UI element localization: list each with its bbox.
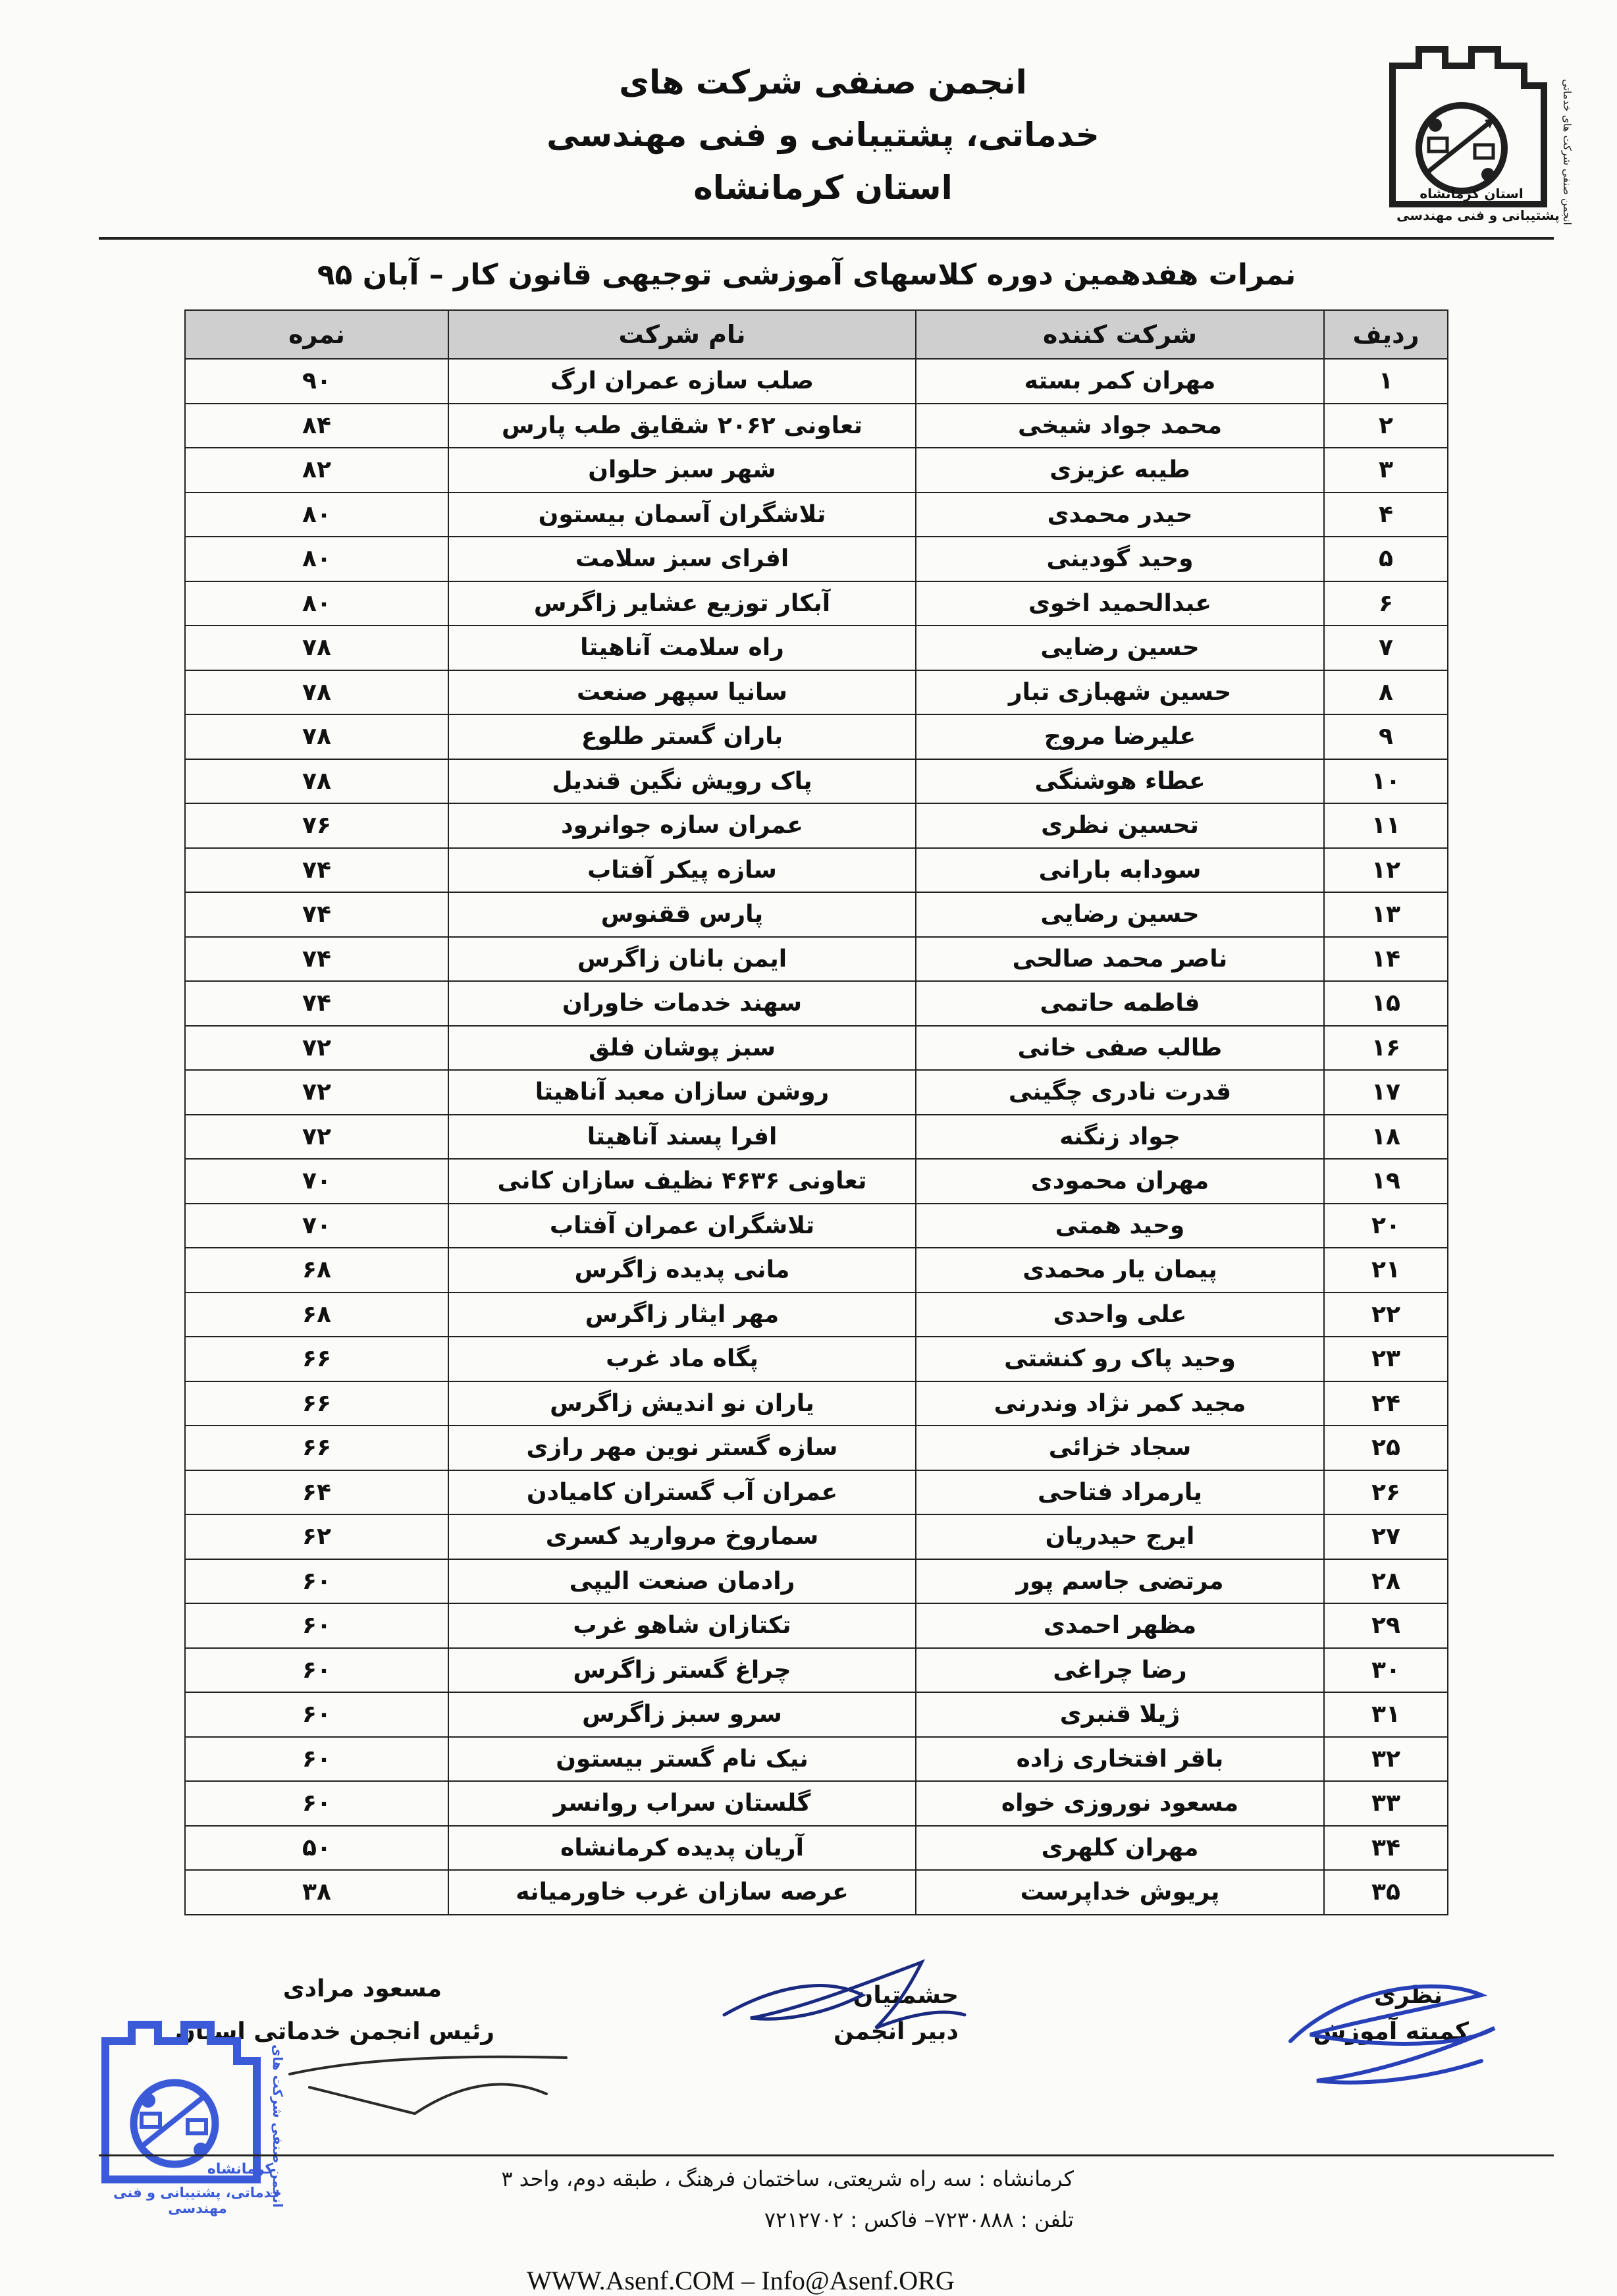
cell-company: ایمن بانان زاگرس <box>448 937 916 982</box>
cell-grade: ۷۰ <box>185 1204 448 1248</box>
cell-grade: ۷۸ <box>185 714 448 759</box>
table-row <box>185 1248 1448 1293</box>
table-row <box>185 670 1448 715</box>
signature-center-name: حشمتیان <box>853 1982 959 2009</box>
cell-grade: ۸۰ <box>185 493 448 537</box>
cell-participant: ناصر محمد صالحی <box>916 937 1324 982</box>
document-title: نمرات هفدهمین دوره کلاسهای آموزشی توجیهی قانون کار – آبان ۹۵ <box>317 258 1296 292</box>
cell-row-number: ۳ <box>1324 448 1448 493</box>
cell-row-number: ۲۸ <box>1324 1559 1448 1604</box>
cell-company: تعاونی ۲۰۶۲ شقایق طب پارس <box>448 404 916 448</box>
cell-participant: محمد جواد شیخی <box>916 404 1324 448</box>
association-stamp <box>92 2015 309 2216</box>
cell-grade: ۷۸ <box>185 759 448 804</box>
cell-company: مهر ایثار زاگرس <box>448 1293 916 1337</box>
cell-participant: ایرج حیدریان <box>916 1514 1324 1559</box>
cell-grade: ۷۴ <box>185 848 448 893</box>
cell-grade: ۷۲ <box>185 1070 448 1115</box>
cell-participant: قدرت نادری چگینی <box>916 1070 1324 1115</box>
cell-row-number: ۲۹ <box>1324 1603 1448 1648</box>
stamp-caption-bottom: خدماتی، پشتیبانی و فنی مهندسی <box>113 2185 282 2216</box>
cell-participant: حسین شهبازی تبار <box>916 670 1324 715</box>
signature-left-name: مسعود مرادی <box>282 1975 442 2002</box>
header-divider <box>99 237 1554 240</box>
cell-participant: وحید همتی <box>916 1204 1324 1248</box>
cell-participant: مرتضی جاسم پور <box>916 1559 1324 1604</box>
cell-participant: عطاء هوشنگی <box>916 759 1324 804</box>
cell-participant: باقر افتخاری زاده <box>916 1737 1324 1782</box>
signature-scribble-right-icon <box>1264 1949 1514 2100</box>
cell-row-number: ۱۱ <box>1324 803 1448 848</box>
header-grade: نمره <box>185 310 448 359</box>
cell-company: راه سلامت آناهیتا <box>448 626 916 670</box>
cell-grade: ۷۴ <box>185 892 448 937</box>
cell-company: پاک رویش نگین قندیل <box>448 759 916 804</box>
cell-participant: مسعود نوروزی خواه <box>916 1781 1324 1826</box>
table-row <box>185 1514 1448 1559</box>
cell-participant: حسین رضایی <box>916 626 1324 670</box>
cell-grade: ۵۰ <box>185 1826 448 1871</box>
cell-row-number: ۸ <box>1324 670 1448 715</box>
footer-phone: تلفن : ۷۲۳۰۸۸۸– فاکس : ۷۲۱۲۷۰۲ <box>764 2207 1074 2232</box>
cell-row-number: ۳۳ <box>1324 1781 1448 1826</box>
cell-grade: ۶۲ <box>185 1514 448 1559</box>
cell-participant: علی واحدی <box>916 1293 1324 1337</box>
signature-center-role: دبیر انجمن <box>834 2018 959 2045</box>
cell-company: آریان پدیده کرمانشاه <box>448 1826 916 1871</box>
cell-company: چراغ گستر زاگرس <box>448 1648 916 1693</box>
table-row <box>185 1692 1448 1737</box>
cell-row-number: ۷ <box>1324 626 1448 670</box>
cell-grade: ۶۶ <box>185 1426 448 1470</box>
association-logo <box>1379 40 1597 230</box>
cell-company: گلستان سراب روانسر <box>448 1781 916 1826</box>
cell-participant: جواد زنگنه <box>916 1115 1324 1160</box>
svg-text:انجمن صنفی شرکت های: انجمن صنفی شرکت های <box>270 2044 286 2208</box>
cell-row-number: ۳۱ <box>1324 1692 1448 1737</box>
cell-participant: مهران محمودی <box>916 1159 1324 1204</box>
cell-participant: رضا چراغی <box>916 1648 1324 1693</box>
association-header <box>461 56 1185 214</box>
cell-participant: مهران کلهری <box>916 1826 1324 1871</box>
cell-grade: ۸۰ <box>185 581 448 626</box>
table-row <box>185 1115 1448 1160</box>
cell-row-number: ۱۹ <box>1324 1159 1448 1204</box>
header-company: نام شرکت <box>448 310 916 359</box>
cell-participant: حسین رضایی <box>916 892 1324 937</box>
cell-row-number: ۱۷ <box>1324 1070 1448 1115</box>
cell-company: تلاشگران عمران آفتاب <box>448 1204 916 1248</box>
header-line-3: استان کرمانشاه <box>693 169 953 207</box>
cell-grade: ۷۰ <box>185 1159 448 1204</box>
cell-grade: ۶۰ <box>185 1648 448 1693</box>
signature-scribble-center-icon <box>711 1942 974 2054</box>
cell-participant: ژیلا قنبری <box>916 1692 1324 1737</box>
cell-row-number: ۱۸ <box>1324 1115 1448 1160</box>
cell-grade: ۶۶ <box>185 1337 448 1381</box>
cell-company: سماروخ مروارید کسری <box>448 1514 916 1559</box>
cell-grade: ۸۴ <box>185 404 448 448</box>
table-row <box>185 981 1448 1026</box>
table-row <box>185 892 1448 937</box>
cell-company: باران گستر طلوع <box>448 714 916 759</box>
cell-company: تعاونی ۴۶۳۶ نظیف سازان کانی <box>448 1159 916 1204</box>
cell-grade: ۸۰ <box>185 537 448 581</box>
table-row <box>185 626 1448 670</box>
signature-scribble-left-icon <box>283 2048 586 2147</box>
cell-company: صلب سازه عمران ارگ <box>448 359 916 404</box>
cell-participant: مجید کمر نژاد وندرنی <box>916 1381 1324 1426</box>
cell-company: رادمان صنعت الیپی <box>448 1559 916 1604</box>
cell-participant: علیرضا مروج <box>916 714 1324 759</box>
cell-company: پارس ققنوس <box>448 892 916 937</box>
cell-row-number: ۱۰ <box>1324 759 1448 804</box>
cell-company: افرا پسند آناهیتا <box>448 1115 916 1160</box>
cell-grade: ۷۲ <box>185 1115 448 1160</box>
cell-company: مانی پدیده زاگرس <box>448 1248 916 1293</box>
cell-row-number: ۲۷ <box>1324 1514 1448 1559</box>
cell-grade: ۶۸ <box>185 1248 448 1293</box>
stamp-caption-city: کرمانشاه <box>207 2161 274 2177</box>
signature-right-name: نظری <box>1374 1982 1443 2009</box>
cell-row-number: ۶ <box>1324 581 1448 626</box>
cell-grade: ۷۸ <box>185 626 448 670</box>
cell-participant: سودابه بارانی <box>916 848 1324 893</box>
cell-grade: ۸۲ <box>185 448 448 493</box>
cell-grade: ۶۶ <box>185 1381 448 1426</box>
table-row <box>185 493 1448 537</box>
table-row <box>185 1781 1448 1826</box>
table-row <box>185 537 1448 581</box>
cell-row-number: ۲۵ <box>1324 1426 1448 1470</box>
table-row <box>185 1293 1448 1337</box>
footer-website-link[interactable]: WWW.Asenf.COM – Info@Asenf.ORG <box>527 2266 955 2295</box>
table-header-row <box>185 310 1448 359</box>
cell-participant: تحسین نظری <box>916 803 1324 848</box>
header-row-number: ردیف <box>1324 310 1448 359</box>
header-line-1: انجمن صنفی شرکت های <box>619 63 1027 101</box>
cell-row-number: ۳۵ <box>1324 1870 1448 1915</box>
footer-address: کرمانشاه : سه راه شریعتی، ساختمان فرهنگ ، طبقه دوم، واحد ۳ <box>501 2166 1074 2191</box>
cell-grade: ۷۶ <box>185 803 448 848</box>
cell-grade: ۷۴ <box>185 981 448 1026</box>
cell-company: عمران سازه جوانرود <box>448 803 916 848</box>
logo-caption-city: استان کرمانشاه <box>1419 186 1524 201</box>
table-row <box>185 1737 1448 1782</box>
cell-row-number: ۱۵ <box>1324 981 1448 1026</box>
cell-row-number: ۱ <box>1324 359 1448 404</box>
cell-grade: ۷۸ <box>185 670 448 715</box>
cell-row-number: ۲۲ <box>1324 1293 1448 1337</box>
cell-participant: وحید پاک رو کنشتی <box>916 1337 1324 1381</box>
table-row <box>185 1559 1448 1604</box>
signature-right-role: کمیته آموزش <box>1313 2018 1469 2045</box>
cell-row-number: ۲۶ <box>1324 1470 1448 1515</box>
cell-participant: طیبه عزیزی <box>916 448 1324 493</box>
cell-row-number: ۱۲ <box>1324 848 1448 893</box>
header-participant: شرکت کننده <box>916 310 1324 359</box>
cell-company: تکتازان شاهو غرب <box>448 1603 916 1648</box>
table-row <box>185 404 1448 448</box>
cell-participant: مظهر احمدی <box>916 1603 1324 1648</box>
table-row <box>185 1426 1448 1470</box>
table-row <box>185 848 1448 893</box>
cell-company: نیک نام گستر بیستون <box>448 1737 916 1782</box>
table-row <box>185 1870 1448 1915</box>
cell-grade: ۶۰ <box>185 1781 448 1826</box>
cell-participant: عبدالحمید اخوی <box>916 581 1324 626</box>
table-row <box>185 714 1448 759</box>
cell-row-number: ۳۴ <box>1324 1826 1448 1871</box>
table-row <box>185 803 1448 848</box>
cell-row-number: ۱۳ <box>1324 892 1448 937</box>
cell-grade: ۶۸ <box>185 1293 448 1337</box>
cell-row-number: ۲۴ <box>1324 1381 1448 1426</box>
cell-company: سهند خدمات خاوران <box>448 981 916 1026</box>
cell-row-number: ۹ <box>1324 714 1448 759</box>
cell-grade: ۳۸ <box>185 1870 448 1915</box>
svg-text:انجمن صنفی شرکت های خدماتی: انجمن صنفی شرکت های خدماتی <box>1561 79 1574 225</box>
cell-row-number: ۱۴ <box>1324 937 1448 982</box>
cell-grade: ۶۰ <box>185 1559 448 1604</box>
grades-table <box>184 309 1448 1915</box>
cell-row-number: ۱۶ <box>1324 1026 1448 1071</box>
cell-company: افرای سبز سلامت <box>448 537 916 581</box>
table-row <box>185 581 1448 626</box>
footer-divider <box>99 2154 1554 2156</box>
table-row <box>185 359 1448 404</box>
cell-row-number: ۳۲ <box>1324 1737 1448 1782</box>
table-row <box>185 448 1448 493</box>
cell-participant: فاطمه حاتمی <box>916 981 1324 1026</box>
cell-company: آبکار توزیع عشایر زاگرس <box>448 581 916 626</box>
cell-company: سانیا سپهر صنعت <box>448 670 916 715</box>
table-row <box>185 937 1448 982</box>
table-row <box>185 1026 1448 1071</box>
cell-grade: ۷۴ <box>185 937 448 982</box>
cell-company: شهر سبز حلوان <box>448 448 916 493</box>
cell-participant: مهران کمر بسته <box>916 359 1324 404</box>
cell-grade: ۶۰ <box>185 1603 448 1648</box>
cell-participant: وحید گودینی <box>916 537 1324 581</box>
stamp-emblem-icon <box>92 2015 309 2212</box>
cell-company: پگاه ماد غرب <box>448 1337 916 1381</box>
cell-grade: ۶۰ <box>185 1737 448 1782</box>
header-line-2: خدماتی، پشتیبانی و فنی مهندسی <box>546 116 1100 154</box>
table-row <box>185 1648 1448 1693</box>
signature-left-role: رئیس انجمن خدماتی استان <box>175 2018 494 2045</box>
table-row <box>185 1337 1448 1381</box>
cell-grade: ۷۲ <box>185 1026 448 1071</box>
table-row <box>185 759 1448 804</box>
table-row <box>185 1159 1448 1204</box>
cell-company: روشن سازان معبد آناهیتا <box>448 1070 916 1115</box>
logo-caption-bottom: پشتیبانی و فنی مهندسی <box>1396 207 1560 223</box>
cell-row-number: ۴ <box>1324 493 1448 537</box>
cell-row-number: ۲۱ <box>1324 1248 1448 1293</box>
table-row <box>185 1470 1448 1515</box>
cell-row-number: ۵ <box>1324 537 1448 581</box>
cell-company: عرصه سازان غرب خاورمیانه <box>448 1870 916 1915</box>
cell-participant: پیمان یار محمدی <box>916 1248 1324 1293</box>
table-row <box>185 1603 1448 1648</box>
table-row <box>185 1070 1448 1115</box>
cell-company: سرو سبز زاگرس <box>448 1692 916 1737</box>
cell-participant: طالب صفی خانی <box>916 1026 1324 1071</box>
cell-row-number: ۲۳ <box>1324 1337 1448 1381</box>
cell-participant: یارمراد فتاحی <box>916 1470 1324 1515</box>
cell-company: یاران نو اندیش زاگرس <box>448 1381 916 1426</box>
cell-company: سازه پیکر آفتاب <box>448 848 916 893</box>
logo-emblem-icon <box>1379 40 1597 230</box>
cell-participant: سجاد خزائی <box>916 1426 1324 1470</box>
cell-company: تلاشگران آسمان بیستون <box>448 493 916 537</box>
cell-company: سازه گستر نوین مهر رازی <box>448 1426 916 1470</box>
cell-participant: پریوش خداپرست <box>916 1870 1324 1915</box>
cell-row-number: ۲۰ <box>1324 1204 1448 1248</box>
table-row <box>185 1381 1448 1426</box>
cell-company: سبز پوشان فلق <box>448 1026 916 1071</box>
cell-company: عمران آب گستران کامیادن <box>448 1470 916 1515</box>
cell-row-number: ۳۰ <box>1324 1648 1448 1693</box>
cell-participant: حیدر محمدی <box>916 493 1324 537</box>
cell-grade: ۶۴ <box>185 1470 448 1515</box>
table-row <box>185 1826 1448 1871</box>
cell-row-number: ۲ <box>1324 404 1448 448</box>
cell-grade: ۹۰ <box>185 359 448 404</box>
table-row <box>185 1204 1448 1248</box>
cell-grade: ۶۰ <box>185 1692 448 1737</box>
